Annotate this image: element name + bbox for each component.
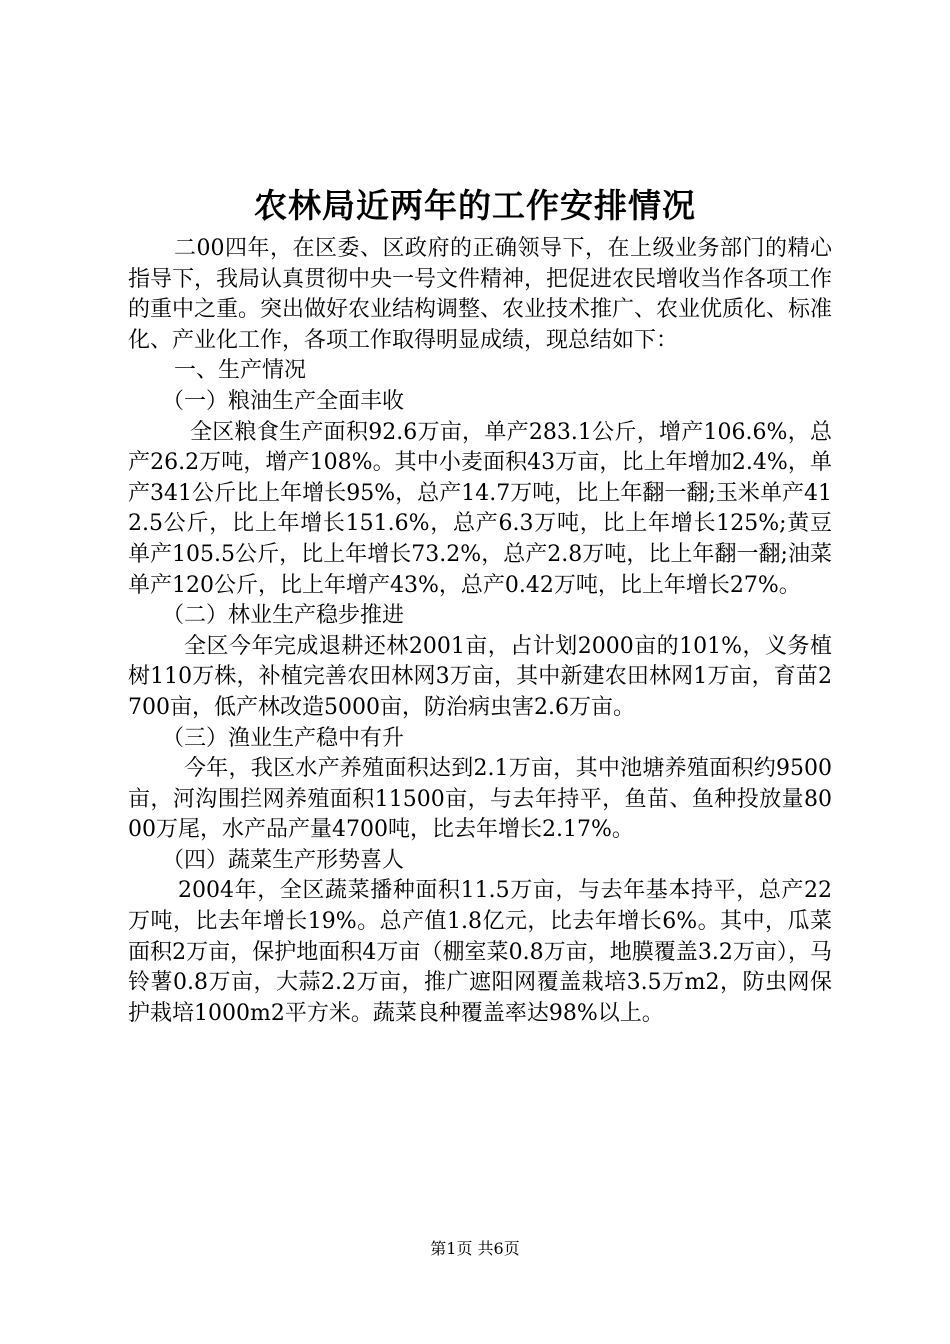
paragraph-grain-oil: 全区粮食生产面积92.6万亩，单产283.1公斤，增产106.6%，总产26.2万吨，增产108%。其中小麦面积43万亩，比上年增加2.4%，单产341公斤比上年增长95%，总产14.7万吨，比上年翻一翻;玉米单产412.5公斤，比上年增长151.6%，总产6.3万吨，比上年增长125%;黄豆单产105.5公斤，比上年增长73.2%，总产2.8万吨，比上年翻一翻;油菜单产120公斤，比上年增产43%，总产0.42万吨，比上年增长27%。 [128,419,832,598]
paragraph-fishery: 今年，我区水产养殖面积达到2.1万亩，其中池塘养殖面积约9500亩，河沟围拦网养殖面积11500亩，与去年持平，鱼苗、鱼种投放量8000万尾，水产品产量4700吨，比去年增长2.17%。 [128,756,832,843]
document-title: 农林局近两年的工作安排情况 [254,186,696,225]
subheading-grain-oil: （一）粮油生产全面丰收 [162,388,405,414]
subheading-fishery: （三）渔业生产稳中有升 [162,725,405,751]
subheading-forestry: （二）林业生产稳步推进 [162,603,405,629]
document-body [128,234,832,1029]
page-footer: 第1页 共6页 [430,1239,520,1258]
intro-paragraph: 二00四年，在区委、区政府的正确领导下，在上级业务部门的精心指导下，我局认真贯彻中央一号文件精神，把促进农民增收当作各项工作的重中之重。突出做好农业结构调整、农业技术推广、农业优质化、标准化、产业化工作，各项工作取得明显成绩，现总结如下： [128,236,833,353]
section-heading-production: 一、生产情况 [174,358,307,384]
paragraph-vegetables: 2004年，全区蔬菜播种面积11.5万亩，与去年基本持平，总产22万吨，比去年增长19%。总产值1.8亿元，比去年增长6%。其中，瓜菜面积2万亩，保护地面积4万亩（棚室菜0.8万亩，地膜覆盖3.2万亩），马铃薯0.8万亩，大蒜2.2万亩，推广遮阳网覆盖栽培3.5万m2，防虫网保护栽培1000m2平方米。蔬菜良种覆盖率达98%以上。 [128,878,832,1026]
subheading-vegetables: （四）蔬菜生产形势喜人 [162,847,405,873]
paragraph-forestry: 全区今年完成退耕还林2001亩，占计划2000亩的101%，义务植树110万株，补植完善农田林网3万亩，其中新建农田林网1万亩，育苗2700亩，低产林改造5000亩，防治病虫害2.6万亩。 [128,633,832,720]
